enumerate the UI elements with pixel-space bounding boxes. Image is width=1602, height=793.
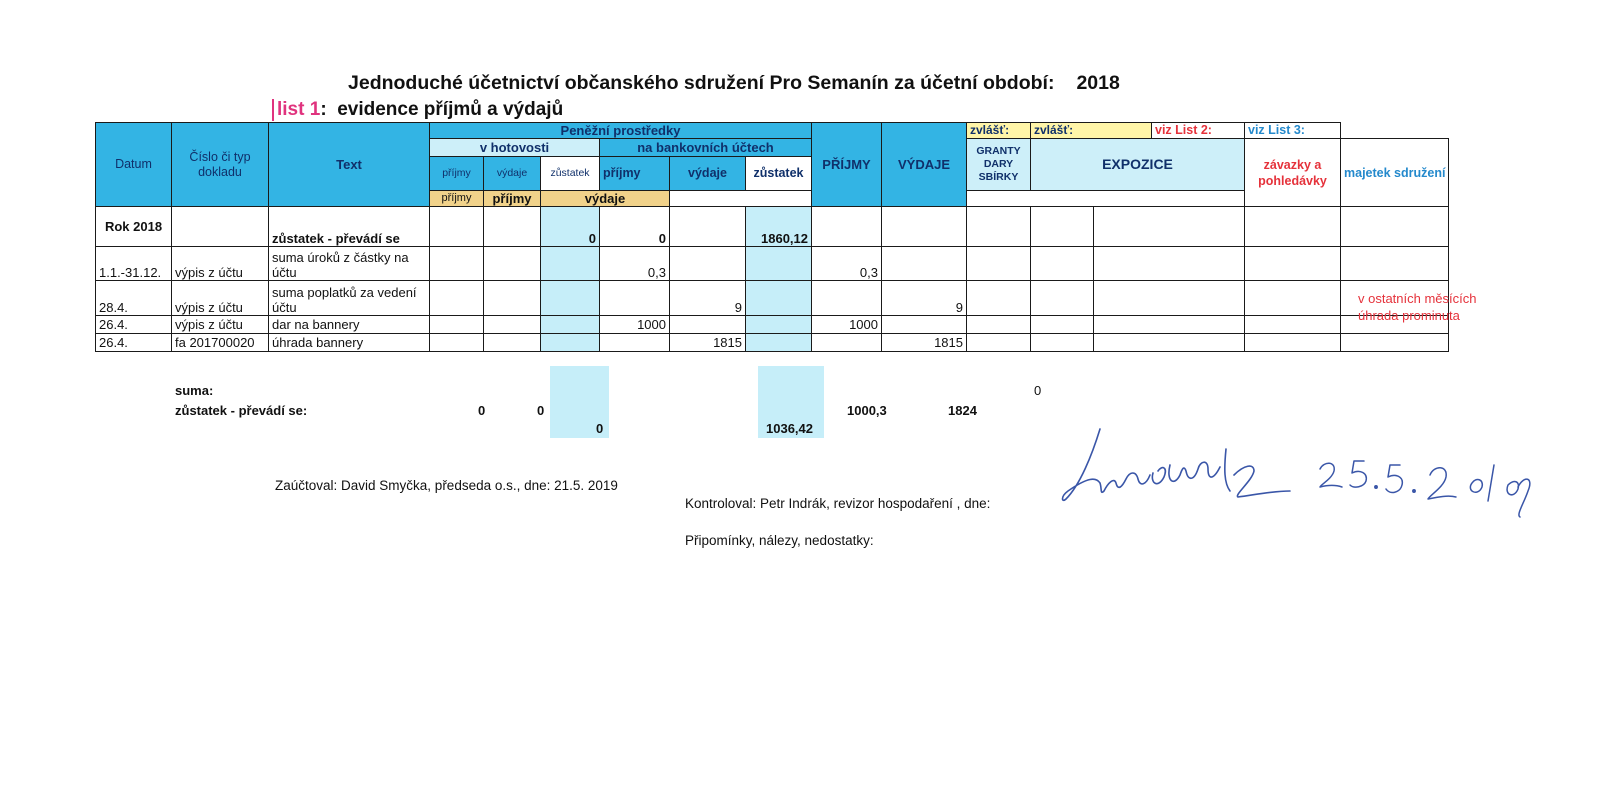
cell-vydaje: 1815	[882, 334, 967, 352]
cell-cislo: výpis z účtu	[172, 316, 269, 334]
col-prijmy-total-header: PŘÍJMY	[812, 123, 882, 207]
cell-text: suma úroků z částky na účtu	[269, 247, 430, 281]
cell-b-prijmy: 0,3	[600, 247, 670, 281]
table-row	[96, 247, 1449, 281]
cell-text: suma poplatků za vedení účtu	[269, 281, 430, 316]
expozice-header: EXPOZICE	[1031, 139, 1245, 191]
granty-header: GRANTY DARY SBÍRKY	[967, 139, 1031, 191]
cell-h-zustatek: 0	[541, 207, 600, 247]
cell-h-zustatek	[541, 316, 600, 334]
summary-granty: 0	[1034, 383, 1042, 398]
cell-prijmy	[812, 334, 882, 352]
sheet-title: evidence příjmů a výdajů	[337, 99, 564, 120]
ledger-table	[95, 122, 1449, 352]
b-prijmy-header: příjmy	[600, 157, 670, 191]
side-note: v ostatních měsících úhrada prominuta	[1358, 291, 1477, 323]
cell-b-zustatek	[746, 316, 812, 334]
cell-datum: 1.1.-31.12.	[96, 247, 172, 281]
handwritten-signature	[1058, 425, 1578, 525]
zvlast-1: zvlášť:	[967, 123, 1031, 139]
cell-cislo: fa 201700020	[172, 334, 269, 352]
cell-b-vydaje	[670, 247, 746, 281]
cell-datum: 26.4.	[96, 334, 172, 352]
list3-text: majetek sdružení	[1341, 139, 1449, 207]
cell-b-vydaje	[670, 207, 746, 247]
cell-datum: 28.4.	[96, 281, 172, 316]
col-cislo-header: Číslo či typ dokladu	[172, 123, 269, 207]
footer-pripominky: Připomínky, nálezy, nedostatky:	[685, 533, 874, 548]
cell-cislo: výpis z účtu	[172, 281, 269, 316]
table-row	[96, 334, 1449, 352]
cell-prijmy	[812, 281, 882, 316]
exp-vydaje-header: výdaje	[541, 191, 670, 207]
col-text-header: Text	[269, 123, 430, 207]
cell-b-prijmy	[600, 281, 670, 316]
summary-b-zustatek: 1036,42	[766, 421, 813, 436]
exp-prijmy-header: příjmy	[484, 191, 541, 207]
cell-text: zůstatek - převádí se	[269, 207, 430, 247]
summary-zustatek-label: zůstatek - převádí se:	[175, 403, 308, 418]
col-datum-header: Datum	[96, 123, 172, 207]
zvlast-2: zvlášť:	[1031, 123, 1152, 139]
cell-b-vydaje: 1815	[670, 334, 746, 352]
document-title	[348, 72, 1120, 95]
cell-b-zustatek: 1860,12	[746, 207, 812, 247]
summary-suma-label: suma:	[175, 383, 214, 398]
summary-vydaje: 1824	[948, 403, 977, 418]
list2-text: závazky a pohledávky	[1245, 139, 1341, 207]
table-row	[96, 316, 1449, 334]
cell-text: dar na bannery	[269, 316, 430, 334]
cell-b-prijmy	[600, 334, 670, 352]
cell-datum: 26.4.	[96, 316, 172, 334]
cell-b-vydaje: 9	[670, 281, 746, 316]
cell-text: úhrada bannery	[269, 334, 430, 352]
cell-cislo: výpis z účtu	[172, 247, 269, 281]
title-year: 2018	[1076, 72, 1120, 94]
table-row	[96, 207, 1449, 247]
cell-b-zustatek	[746, 247, 812, 281]
banka-header: na bankovních účtech	[600, 139, 812, 157]
cell-vydaje	[882, 207, 967, 247]
cell-prijmy: 0,3	[812, 247, 882, 281]
cell-b-prijmy: 1000	[600, 316, 670, 334]
cell-h-zustatek	[541, 281, 600, 316]
cell-vydaje	[882, 247, 967, 281]
summary-prijmy: 1000,3	[847, 403, 887, 418]
b-vydaje-header: výdaje	[670, 157, 746, 191]
h-prijmy-header: příjmy	[430, 157, 484, 191]
cell-cislo	[172, 207, 269, 247]
cell-prijmy: 1000	[812, 316, 882, 334]
title-text: Jednoduché účetnictví občanského sdružení Pro Semanín za účetní období:	[348, 72, 1055, 94]
cell-vydaje	[882, 316, 967, 334]
sheet-subtitle: list 1: evidence příjmů a výdajů	[272, 99, 563, 121]
h-vydaje-header: výdaje	[484, 157, 541, 191]
table-row	[96, 281, 1449, 316]
list3-ref: viz List 3:	[1245, 123, 1341, 139]
col-vydaje-total-header: VÝDAJE	[882, 123, 967, 207]
cell-b-vydaje	[670, 316, 746, 334]
summary-h-zustatek: 0	[596, 421, 604, 436]
summary-h-vydaje: 0	[537, 403, 545, 418]
cell-h-zustatek	[541, 334, 600, 352]
footer-kontroloval: Kontroloval: Petr Indrák, revizor hospodaření , dne:	[685, 496, 991, 511]
cell-h-zustatek	[541, 247, 600, 281]
penezni-header: Peněžní prostředky	[430, 123, 812, 139]
list2-ref: viz List 2:	[1152, 123, 1245, 139]
cell-b-zustatek	[746, 334, 812, 352]
granty-prijmy-header: příjmy	[430, 191, 484, 207]
h-zustatek-header: zůstatek	[541, 157, 600, 191]
footer-zauctoval: Zaúčtoval: David Smyčka, předseda o.s., dne: 21.5. 2019	[275, 478, 618, 493]
cell-vydaje: 9	[882, 281, 967, 316]
cell-prijmy	[812, 207, 882, 247]
cell-b-prijmy: 0	[600, 207, 670, 247]
sheet-label: list 1	[277, 99, 321, 120]
hotovost-header: v hotovosti	[430, 139, 600, 157]
summary-h-prijmy: 0	[478, 403, 486, 418]
cell-b-zustatek	[746, 281, 812, 316]
b-zustatek-header: zůstatek	[746, 157, 812, 191]
cell-datum: Rok 2018	[96, 207, 172, 247]
